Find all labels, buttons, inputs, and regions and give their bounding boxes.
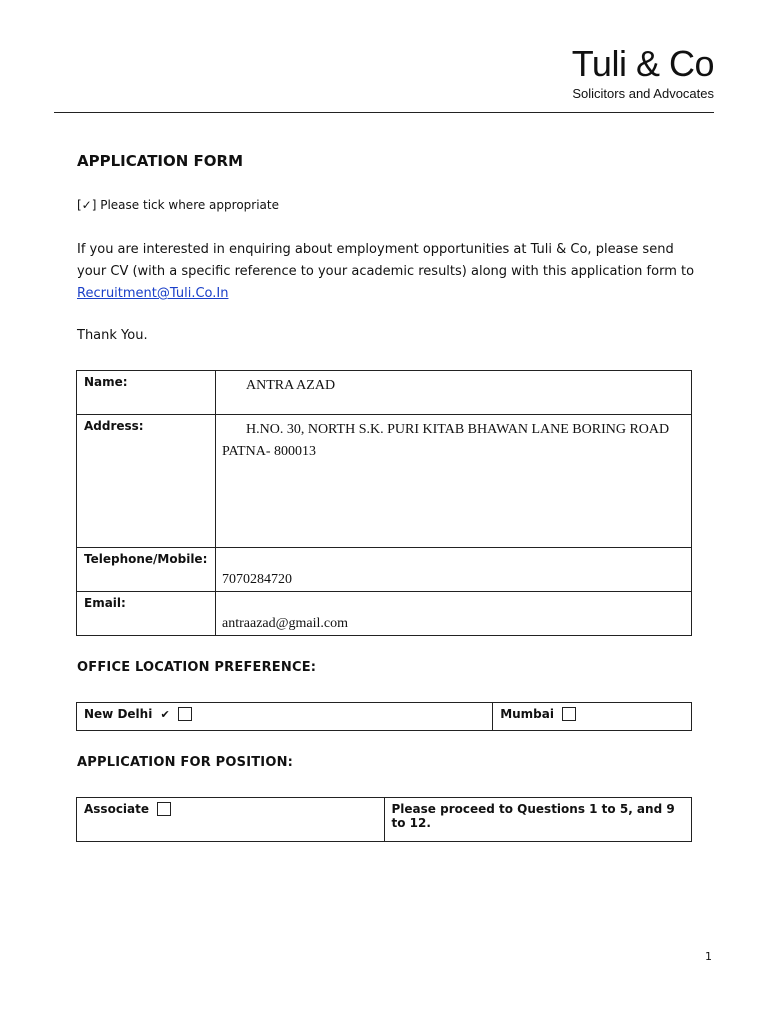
email-field[interactable] [216,592,692,636]
address-row [77,415,692,548]
name-field[interactable] [216,371,692,415]
option-mumbai[interactable] [493,703,692,731]
new-delhi-label: New Delhi [84,707,153,721]
associate-note: Please proceed to Questions 1 to 5, and 9 to 12. [384,798,692,842]
address-value: H.NO. 30, NORTH S.K. PURI KITAB BHAWAN LANE BORING ROAD PATNA- 800013 [222,422,670,459]
position-heading: APPLICATION FOR POSITION: [77,755,294,770]
phone-value: 7070284720 [222,572,292,587]
address-label: Address: [77,415,216,548]
associate-checkbox[interactable] [157,802,171,816]
intro-paragraph [77,239,707,305]
mumbai-checkbox[interactable] [562,707,576,721]
email-row [77,592,692,636]
associate-label: Associate [84,802,150,816]
page-number: 1 [705,950,712,963]
office-location-row [77,703,692,731]
phone-label: Telephone/Mobile: [77,548,216,592]
phone-row [77,548,692,592]
position-table [76,797,692,842]
option-associate[interactable] [77,798,385,842]
header-divider [54,112,714,113]
mumbai-label: Mumbai [500,707,554,721]
intro-text: If you are interested in enquiring about employment opportunities at Tuli & Co, please send your CV (with a specific reference to your academic results) along with this application form to [77,242,695,279]
thank-you-text: Thank You. [77,328,148,343]
address-field[interactable] [216,415,692,548]
new-delhi-checkbox[interactable] [178,707,192,721]
name-row [77,371,692,415]
office-location-table [76,702,692,731]
name-label: Name: [77,371,216,415]
page-title: APPLICATION FORM [77,152,244,170]
name-value: ANTRA AZAD [246,378,336,393]
personal-details-table [76,370,692,636]
check-icon: ✔ [160,708,170,721]
company-logo [572,44,714,102]
email-label: Email: [77,592,216,636]
office-location-heading: OFFICE LOCATION PREFERENCE: [77,660,317,675]
recruitment-email-link[interactable]: Recruitment@Tuli.Co.In [77,286,229,301]
phone-field[interactable] [216,548,692,592]
logo-name: Tuli & Co [571,43,714,84]
logo-tagline: Solicitors and Advocates [572,86,714,101]
tick-instruction: [✓] Please tick where appropriate [77,198,279,212]
email-value: antraazad@gmail.com [222,616,348,631]
position-row [77,798,692,842]
option-new-delhi[interactable] [77,703,493,731]
